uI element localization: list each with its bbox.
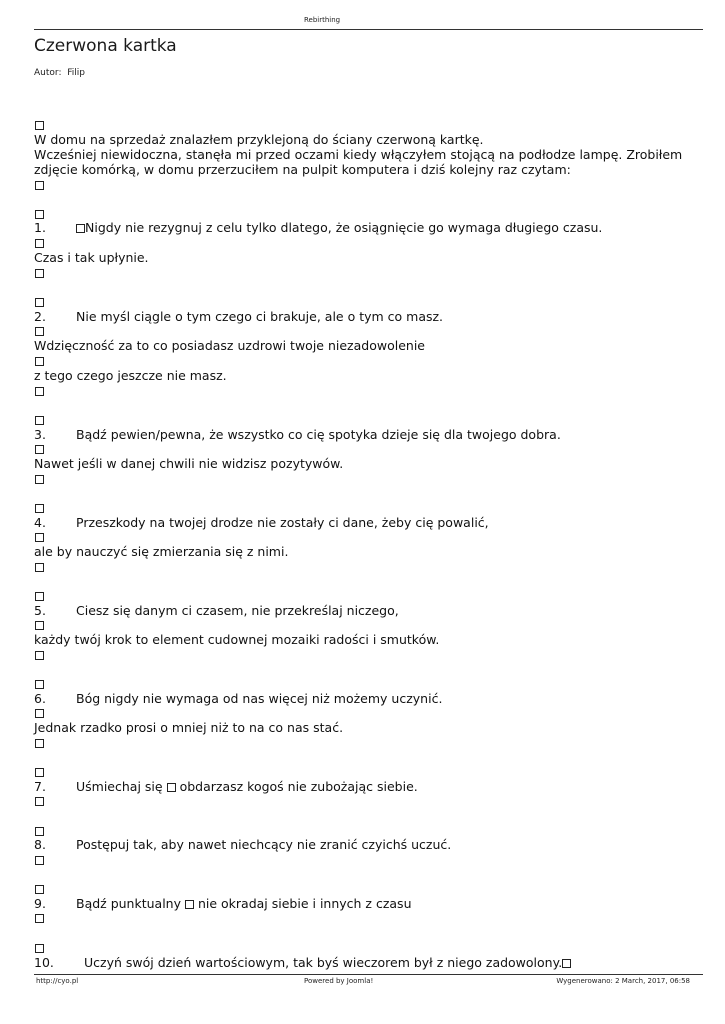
item-text: Nie myśl ciągle o tym czego ci brakuje, ale o tym co masz. [76,309,444,324]
item-number: 8. [34,837,46,852]
item-text: Bóg nigdy nie wymaga od nas więcej niż możemy uczynić. [76,691,443,706]
author-line [34,68,85,78]
box-glyph [35,881,44,896]
box-glyph [35,764,44,779]
box-glyph [76,224,85,233]
author-label: Autor: [34,68,62,78]
item-extra: Czas i tak upłynie. [34,250,149,265]
box-glyph [35,910,44,925]
box-glyph [35,793,44,808]
item-extra: każdy twój krok to element cudownej mozaiki radości i smutków. [34,632,440,647]
item-extra: ale by nauczyć się zmierzania się z nimi. [34,544,289,559]
item-text: Ciesz się danym ci czasem, nie przekreślaj niczego, [76,603,399,618]
intro-line-2: Wcześniej niewidoczna, stanęła mi przed oczami kiedy włączyłem stojącą na podłodze lampę. Zrobiłem [34,147,683,162]
item-text-b: obdarzasz kogoś nie zubożając siebie. [179,779,418,794]
list-item-8 [34,837,451,852]
item-number: 6. [34,691,46,706]
list-item-3 [34,427,561,442]
item-number: 7. [34,779,46,794]
item-text: Bądź pewien/pewna, że wszystko co cię spotyka dzieje się dla twojego dobra. [76,427,561,442]
box-glyph [185,900,194,909]
footer-rule [34,974,703,975]
item-extra: Jednak rzadko prosi o mniej niż to na co nas stać. [34,720,344,735]
intro-line-1: W domu na sprzedaż znalazłem przyklejoną do ściany czerwoną kartkę. [34,132,484,147]
box-glyph [35,383,44,398]
box-glyph [35,559,44,574]
box-glyph [167,783,176,792]
list-item-7 [34,779,418,794]
box-glyph [35,441,44,456]
box-glyph [35,294,44,309]
intro-line-3: zdjęcie komórką, w domu przerzuciłem na pulpit komputera i dziś kolejny raz czytam: [34,162,571,177]
item-number: 2. [34,309,46,324]
box-glyph [35,588,44,603]
item-number: 4. [34,515,46,530]
header-rule [34,29,703,30]
item-number: 10. [34,955,54,970]
item-number: 5. [34,603,46,618]
item-text: Uczyń swój dzień wartościowym, tak byś wieczorem był z niego zadowolony. [84,955,563,970]
box-glyph [35,265,44,280]
box-glyph [35,412,44,427]
list-item-5 [34,603,399,618]
site-name: Rebirthing [304,16,341,24]
item-text: Postępuj tak, aby nawet niechcący nie zranić czyichś uczuć. [76,837,452,852]
item-text-a: Uśmiechaj się [76,779,163,794]
item-number: 9. [34,896,46,911]
box-glyph [35,617,44,632]
item-number: 1. [34,220,46,235]
item-number: 3. [34,427,46,442]
item-text-a: Bądź punktualny [76,896,181,911]
box-glyph [35,117,44,132]
box-glyph [35,735,44,750]
box-glyph [35,500,44,515]
list-item-10 [34,955,571,970]
box-glyph [35,323,44,338]
box-glyph [35,471,44,486]
list-item-1 [34,220,602,235]
box-glyph [35,206,44,221]
item-extra: Wdzięczność za to co posiadasz uzdrowi twoje niezadowolenie [34,338,425,353]
item-extra: z tego czego jeszcze nie masz. [34,368,227,383]
author-name: Filip [67,68,85,78]
item-text-b: nie okradaj siebie i innych z czasu [197,896,412,911]
box-glyph [562,959,571,968]
box-glyph [35,823,44,838]
box-glyph [35,177,44,192]
box-glyph [35,676,44,691]
box-glyph [35,705,44,720]
list-item-2 [34,309,443,324]
article-title: Czerwona kartka [34,36,177,56]
item-extra: Nawet jeśli w danej chwili nie widzisz pozytywów. [34,456,344,471]
box-glyph [35,852,44,867]
footer-powered[interactable]: Powered by Joomla! [304,977,374,985]
footer-generated: Wygenerowano: 2 March, 2017, 06:58 [556,977,690,985]
list-item-4 [34,515,489,530]
item-text: Przeszkody na twojej drodze nie zostały ci dane, żeby cię powalić, [76,515,489,530]
box-glyph [35,529,44,544]
item-text: Nigdy nie rezygnuj z celu tylko dlatego, że osiągnięcie go wymaga długiego czasu. [85,220,603,235]
box-glyph [35,647,44,662]
list-item-9 [34,896,412,911]
box-glyph [35,235,44,250]
box-glyph [35,353,44,368]
footer-url[interactable]: http://cyo.pl [36,977,79,985]
list-item-6 [34,691,442,706]
box-glyph [35,940,44,955]
